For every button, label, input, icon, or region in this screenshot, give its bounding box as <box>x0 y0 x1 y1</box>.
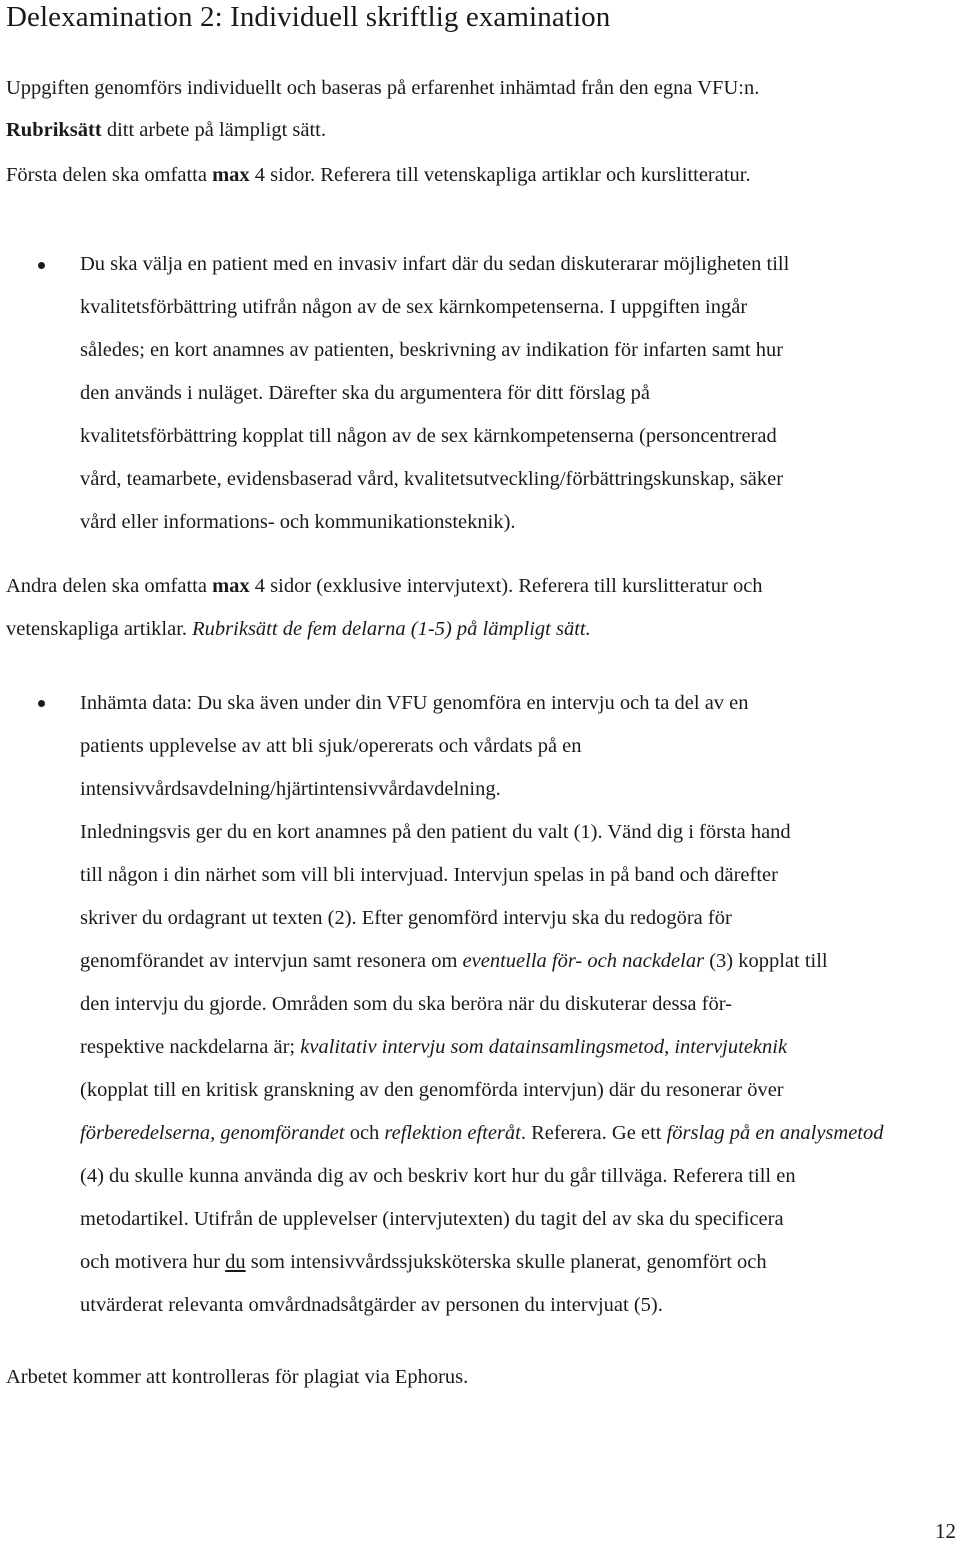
bullet-marker-2 <box>38 700 45 707</box>
intro-paragraph <box>6 67 946 151</box>
closing-line: Arbetet kommer att kontrolleras för plagiat via Ephorus. <box>6 1366 469 1388</box>
part2-l1-pre: Andra delen ska omfatta <box>6 575 213 597</box>
bullet2-line: (4) du skulle kunna använda dig av och beskriv kort hur du går tillväga. Referera till en <box>80 1165 796 1187</box>
bullet2-line: patients upplevelse av att bli sjuk/opererats och vårdats på en <box>80 735 582 757</box>
bullet-item-1 <box>80 243 952 544</box>
bullet2-l9-italic-1: kvalitativ intervju som datainsamlingsmetod <box>300 1036 665 1058</box>
bullet-marker-1 <box>38 262 45 269</box>
bullet2-line: Inhämta data: Du ska även under din VFU genomföra en intervju och ta del av en <box>80 692 749 714</box>
part2-bold-max: max <box>212 575 250 597</box>
part2-line-1 <box>6 565 946 608</box>
bullet1-line: kvalitetsförbättring utifrån någon av de sex kärnkompetenserna. I uppgiften ingår <box>80 296 748 318</box>
bullet2-line <box>80 1026 952 1069</box>
bullet2-line: skriver du ordagrant ut texten (2). Efter genomförd intervju ska du redogöra för <box>80 907 732 929</box>
bullet2-line: utvärderat relevanta omvårdnadsåtgärder av personen du intervjuat (5). <box>80 1294 663 1316</box>
bullet2-l14-post: som intensivvårdssjuksköterska skulle planerat, genomfört och <box>245 1251 767 1273</box>
bullet2-l11-italic-2: reflektion efteråt <box>384 1122 521 1144</box>
closing-paragraph <box>6 1356 946 1399</box>
bullet-item-2 <box>80 682 952 1327</box>
bullet2-l9-mid: , <box>664 1036 675 1058</box>
bullet2-line: till någon i din närhet som vill bli intervjuad. Intervjun spelas in på band och därefter <box>80 864 778 886</box>
part2-paragraph <box>6 565 946 651</box>
part2-l2-italic: Rubriksätt de fem delarna (1-5) på lämpligt sätt. <box>192 618 591 640</box>
bullet2-l11-mid-2: . Referera. Ge ett <box>520 1122 667 1144</box>
bullet1-line: kvalitetsförbättring kopplat till någon av de sex kärnkompetenserna (personcentrerad <box>80 425 777 447</box>
bullet2-l11-italic-1: förberedelserna, genomförandet <box>80 1122 345 1144</box>
part1-post: 4 sidor. Referera till vetenskapliga artiklar och kurslitteratur. <box>249 164 751 186</box>
bullet2-l9-pre: respektive nackdelarna är; <box>80 1036 301 1058</box>
document-title: Delexamination 2: Individuell skriftlig examination <box>6 1 611 33</box>
bullet2-l14-pre: och motivera hur <box>80 1251 226 1273</box>
bullet2-l14-underline: du <box>225 1251 246 1273</box>
part1-pre: Första delen ska omfatta <box>6 164 213 186</box>
intro-bold-rubriksatt: Rubriksätt <box>6 119 102 141</box>
bullet1-line: den används i nuläget. Därefter ska du argumentera för ditt förslag på <box>80 382 650 404</box>
bullet2-l11-mid-1: och <box>344 1122 385 1144</box>
bullet1-line: vård eller informations- och kommunikationsteknik). <box>80 511 516 533</box>
part1-line <box>6 154 946 197</box>
bullet1-line: vård, teamarbete, evidensbaserad vård, kvalitetsutveckling/förbättringskunskap, säker <box>80 468 784 490</box>
intro-line-2 <box>6 109 946 151</box>
bullet2-line: (kopplat till en kritisk granskning av den genomförda intervjun) där du resonerar över <box>80 1079 784 1101</box>
bullet2-line: intensivvårdsavdelning/hjärtintensivvårdavdelning. <box>80 778 501 800</box>
bullet1-line: Du ska välja en patient med en invasiv infart där du sedan diskuterarar möjligheten till <box>80 253 790 275</box>
bullet2-l7-pre: genomförandet av intervjun samt resonera om <box>80 950 463 972</box>
bullet2-l11-italic-3: förslag på en analysmetod <box>666 1122 884 1144</box>
page-number: 12 <box>935 1519 956 1543</box>
bullet2-line <box>80 940 952 983</box>
bullet2-l7-post: (3) kopplat till <box>704 950 828 972</box>
bullet2-line <box>80 1241 952 1284</box>
bullet2-line: metodartikel. Utifrån de upplevelser (intervjutexten) du tagit del av ska du specificera <box>80 1208 784 1230</box>
part2-l2-pre: vetenskapliga artiklar. <box>6 618 193 640</box>
bullet2-line <box>80 1112 952 1155</box>
bullet2-line: Inledningsvis ger du en kort anamnes på den patient du valt (1). Vänd dig i första hand <box>80 821 791 843</box>
bullet1-line: således; en kort anamnes av patienten, beskrivning av indikation för infarten samt hur <box>80 339 784 361</box>
bullet2-l7-italic: eventuella för- och nackdelar <box>462 950 705 972</box>
part1-bold-max: max <box>212 164 250 186</box>
part2-l1-post: 4 sidor (exklusive intervjutext). Referera till kurslitteratur och <box>249 575 763 597</box>
bullet2-l9-italic-2: intervjuteknik <box>674 1036 788 1058</box>
part2-line-2 <box>6 608 946 651</box>
intro-line-1: Uppgiften genomförs individuellt och baseras på erfarenhet inhämtad från den egna VFU:n. <box>6 77 760 99</box>
bullet2-line: den intervju du gjorde. Områden som du ska beröra när du diskuterar dessa för- <box>80 993 732 1015</box>
intro-line-2-rest: ditt arbete på lämpligt sätt. <box>101 119 326 141</box>
part1-paragraph <box>6 154 946 197</box>
